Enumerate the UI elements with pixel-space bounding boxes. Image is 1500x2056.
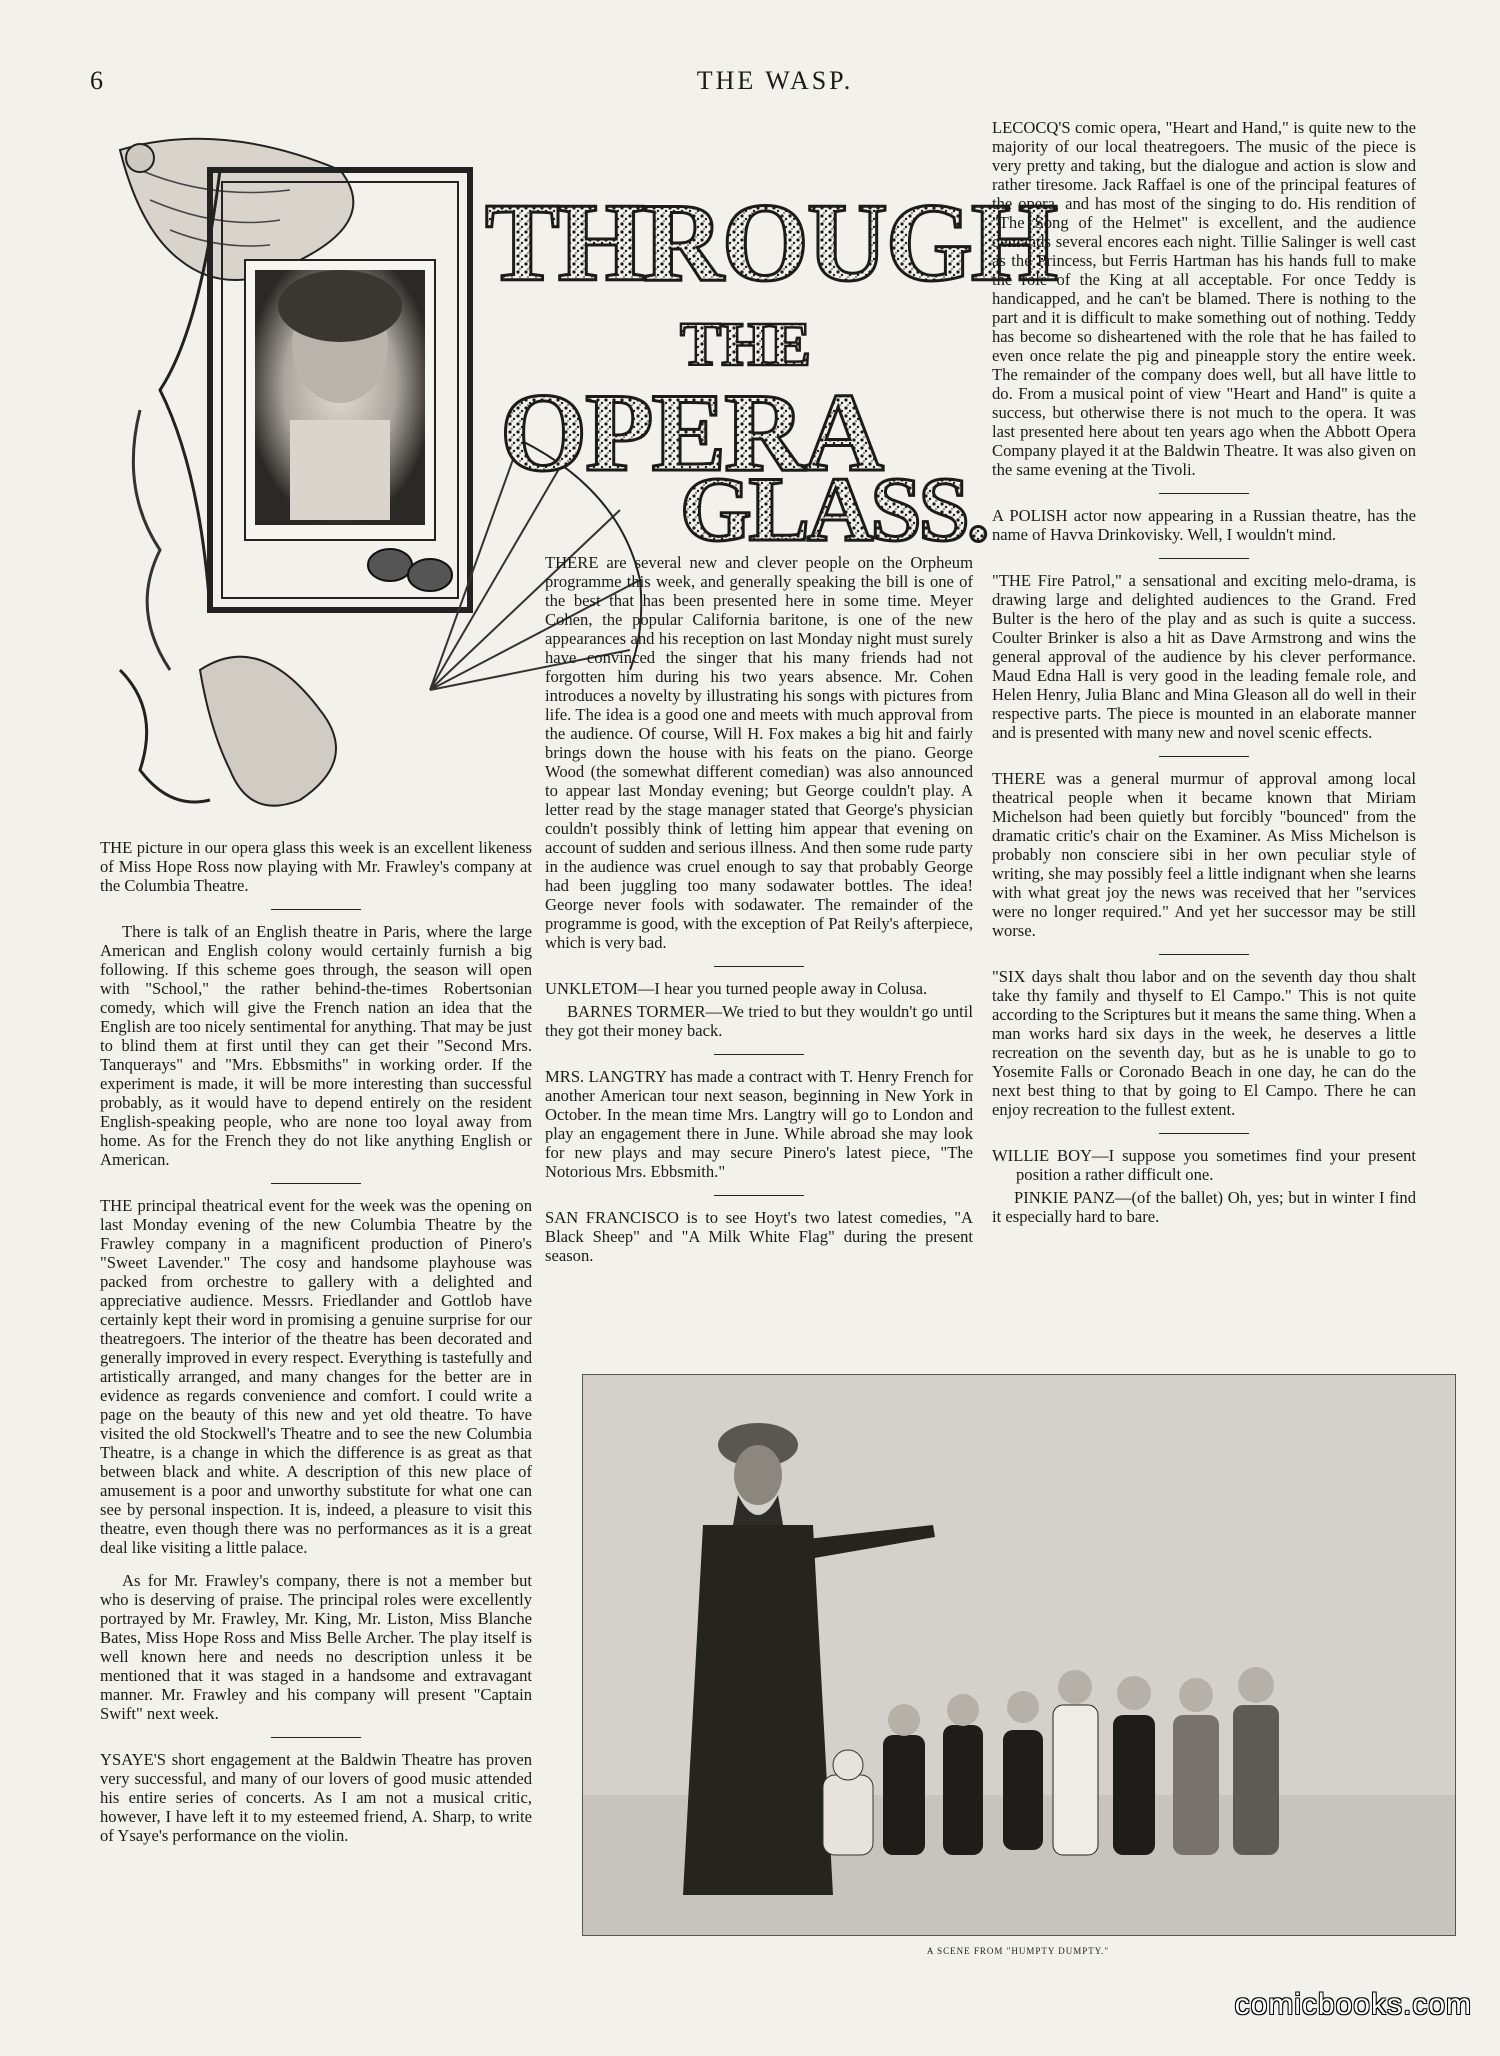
article-michelson: THERE was a general murmur of approval among local theatrical people when it became known that Miriam Michelson had been quietly but forcibly "bounced" from the dramatic critic's chair on the Examiner. As Miss Michelson is probably non consciere sibi in her own peculiar style of writing, she may possibly feel a little indignant when she learns with what great joy the news was received that her "services were no longer required." And yet her successor may be still worse. bbox=[992, 769, 1416, 940]
divider bbox=[714, 1195, 804, 1196]
divider bbox=[271, 1737, 361, 1738]
title-through: THROUGH bbox=[485, 181, 1056, 305]
divider bbox=[1159, 1133, 1249, 1134]
article-orpheum: THERE are several new and clever people on the Orpheum programme this week, and generally speaking the bill is one of the best that has been presented here in some time. Meyer Cohen, the popular California baritone, is one of the new appearances and his reception on last Monday night must surely have convinced the singer that his many friends had not forgotten him during his two years absence. Mr. Cohen introduces a novelty by illustrating his songs with pictures from life. The idea is a good one and meets with much approval from the audience. Of course, Will H. Fox makes a big hit and fairly brings down the house with his feats on the piano. George Wood (the somewhat different comedian) was also announced to appear last Monday evening; but George couldn't play. A letter read by the stage manager stated that George's physician couldn't possibly think of letting him appear that evening on account of sudden and serious illness. And then some rude party in the audience was cruel enough to say that probably George had been juggling too many sodawater bottles. The idea! George never fools with sodawater. The remainder of the programme is good, with the exception of Pat Reily's afterpiece, which is very bad. bbox=[545, 553, 973, 952]
page-number: 6 bbox=[90, 66, 103, 95]
photo-caption: A SCENE FROM "HUMPTY DUMPTY." bbox=[926, 1946, 1110, 1956]
scene-figures bbox=[583, 1375, 1455, 1935]
page-header bbox=[90, 66, 1460, 106]
article-polish-actor: A POLISH actor now appearing in a Russian theatre, has the name of Havva Drinkovisky. Well, I wouldn't mind. bbox=[992, 506, 1416, 544]
article-columbia-theatre: THE principal theatrical event for the week was the opening on last Monday evening of the new Columbia Theatre by the Frawley company in a magnificent production of Pinero's "Sweet Lavender." The cosy and handsome playhouse was packed from orchestre to gallery with a delighted and appreciative audience. Messrs. Friedlander and Gottlob have certainly kept their word in promising a genuine surprise for our theatregoers. The interior of the theatre has been decorated and generally improved in every respect. Everything is tastefully and artistically arranged, and many changes for the better are in evidence as regards convenience and comfort. I could write a page on the beauty of this new and yet old theatre. To have visited the old Stockwell's Theatre and to see the new Columbia Theatre, is a change in which the difference is as great as that between black and white. A description of this new place of amusement is a poor and unworthy substitute for what one can see by personal inspection. It is, indeed, a pleasure to visit this theatre, even though there was no performances as it is a great deal like visiting a little palace. bbox=[100, 1196, 532, 1557]
column-2 bbox=[545, 553, 973, 1279]
joke-willie-boy: WILLIE BOY—I suppose you sometimes find your present position a rather difficult one. bbox=[992, 1146, 1416, 1184]
title-opera: OPERA bbox=[500, 371, 882, 495]
column-1 bbox=[100, 838, 532, 1859]
article-heart-and-hand: LECOCQ'S comic opera, "Heart and Hand," is quite new to the majority of our local theatregoers. The music of the piece is very pretty and taking, but the dialogue and action is slow and rather tiresome. Jack Raffael is one of the principal features of the opera, and has most of the singing to do. His rendition of "The Song of the Helmet" is excellent, and the audience demands several encores each night. Tillie Salinger is well cast as the Princess, but Ferris Hartman has his hands full to make the role of the King at all acceptable. For once Teddy is handicapped, and he can't be blamed. There is nothing to the part and it is difficult to make something out of nothing. Teddy has become so disheartened with the role that he has failed to even once relate the pig and pineapple story the entire week. The remainder of the company does well, but all have little to do. From a musical point of view "Heart and Hand" is quite a success, but otherwise there is not much to the opera. It was last presented here about ten years ago when the Abbott Opera Company played it at the Baldwin Theatre. It was also given on the same evening at the Tivoli. bbox=[992, 118, 1416, 479]
divider bbox=[714, 966, 804, 967]
article-hope-ross: THE picture in our opera glass this week is an excellent likeness of Miss Hope Ross now playing with Mr. Frawley's company at the Columbia Theatre. bbox=[100, 838, 532, 895]
title-the: THE bbox=[680, 311, 811, 379]
article-fire-patrol: "THE Fire Patrol," a sensational and exciting melo-drama, is drawing large and delighted audiences to the Grand. Fred Bulter is the hero of the play and as such is quite a success. Coulter Brinker is also a hit as Dave Armstrong and wins the general approval of the audience by his clever performance. Maud Edna Hall is very good in the leading female role, and Helen Henry, Julia Blanc and Mina Gleason all do well in their respective parts. The piece is mounted in an elaborate manner and is presented with many new and novel scenic effects. bbox=[992, 571, 1416, 742]
title-glass: GLASS. bbox=[680, 458, 987, 560]
column-3 bbox=[992, 118, 1416, 1240]
divider bbox=[714, 1054, 804, 1055]
article-hoyt-comedies: SAN FRANCISCO is to see Hoyt's two latest comedies, "A Black Sheep" and "A Milk White Flag" during the present season. bbox=[545, 1208, 973, 1265]
article-english-theatre-paris: There is talk of an English theatre in Paris, where the large American and English colony would certainly furnish a big following. If this scheme goes through, the season will open with "School," the rather behind-the-times Robertsonian comedy, which will give the French nation an idea that the English are too nicely sentimental for anything. That may be just to blind them at first until they can get their "Second Mrs. Tanquerays" and "Mrs. Ebbsmiths" in working order. If the experiment is made, it will be more interesting than successful probably, as it would have to depend entirely on the resident English-speaking people, who are none too loyal away from home. As for the French they do not like anything English or American. bbox=[100, 922, 532, 1169]
article-frawley-company: As for Mr. Frawley's company, there is not a member but who is deserving of praise. The principal roles were excellently portrayed by Mr. Frawley, Mr. King, Mr. Liston, Miss Blanche Bates, Miss Hope Ross and Miss Belle Archer. The play itself is well known here and needs no description unless it be mentioned that it was staged in a handsome and extravagant manner. Mr. Frawley and his company will present "Captain Swift" next week. bbox=[100, 1571, 532, 1723]
article-langtry: MRS. LANGTRY has made a contract with T. Henry French for another American tour next season, beginning in New York in October. In the mean time Mrs. Langtry will go to London and play an engagement there in June. While abroad she may look for new plays and may secure Pinero's latest piece, "The Notorious Mrs. Ebbsmith." bbox=[545, 1067, 973, 1181]
masthead: THE WASP. bbox=[696, 66, 854, 95]
scene-photograph bbox=[582, 1374, 1456, 1936]
watermark: comicbooks.com bbox=[1234, 1988, 1472, 2021]
divider bbox=[1159, 493, 1249, 494]
article-el-campo: "SIX days shalt thou labor and on the seventh day thou shalt take thy family and thyself to El Campo." This is not quite according to the Scriptures but it means the same thing. When a man works hard six days in the week, he deserves a little recreation on the seventh day, but as he is unable to go to Yosemite Falls or Coronado Beach in one day, he can do the next best thing to that by going to El Campo. There he can enjoy recreation to the fullest extent. bbox=[992, 967, 1416, 1119]
divider bbox=[271, 1183, 361, 1184]
divider bbox=[1159, 558, 1249, 559]
joke-barnes-tormer: BARNES TORMER—We tried to but they wouldn't go until they got their money back. bbox=[545, 1002, 973, 1040]
divider bbox=[1159, 756, 1249, 757]
divider bbox=[1159, 954, 1249, 955]
joke-unkletom: UNKLETOM—I hear you turned people away in Colusa. bbox=[545, 979, 928, 998]
divider bbox=[271, 909, 361, 910]
article-ysaye: YSAYE'S short engagement at the Baldwin Theatre has proven very successful, and many of our lovers of good music attended his entire series of concerts. As I am not a musical critic, however, I have left it to my esteemed friend, A. Sharp, to write of Ysaye's performance on the violin. bbox=[100, 1750, 532, 1845]
joke-pinkie-panz: PINKIE PANZ—(of the ballet) Oh, yes; but in winter I find it especially hard to bare. bbox=[992, 1188, 1416, 1226]
